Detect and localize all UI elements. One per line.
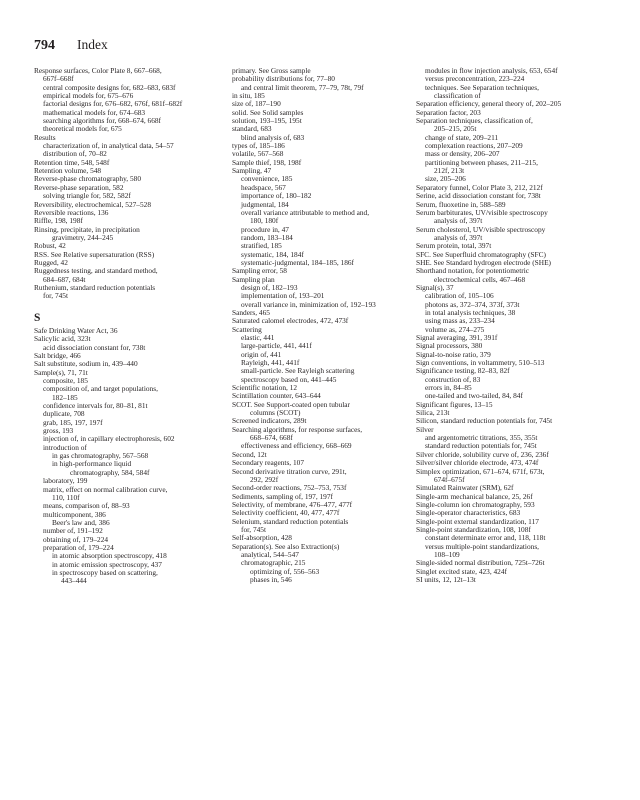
index-entry: photons as, 372–374, 373f, 373t bbox=[425, 299, 520, 309]
index-entry: Ruthenium, standard reduction potentials bbox=[34, 282, 156, 292]
index-entry: duplicate, 708 bbox=[43, 409, 85, 419]
index-entry: 674f–675f bbox=[434, 474, 465, 484]
index-entry: Sanders, 465 bbox=[232, 307, 270, 317]
index-entry: change of state, 209–211 bbox=[425, 132, 499, 142]
index-entry: one-tailed and two-tailed, 84, 84f bbox=[425, 391, 523, 401]
index-entry: Robust, 42 bbox=[34, 241, 66, 251]
index-entry: matrix, effect on normal calibration curve, bbox=[43, 484, 168, 494]
index-entry: Simplex optimization, 671–674, 671f, 673t, bbox=[416, 466, 545, 476]
index-entry: gross, 193 bbox=[43, 426, 74, 436]
index-entry: SCOT. See Support-coated open tubular bbox=[232, 399, 350, 409]
index-entry: Single-sided normal distribution, 725t–726t bbox=[416, 558, 545, 568]
index-entry: composition of, and target populations, bbox=[43, 384, 158, 394]
index-entry: analysis of, 397t bbox=[434, 232, 483, 242]
index-entry: Serum barbiturates, UV/visible spectroscopy bbox=[416, 207, 548, 217]
index-entry: Screened indicators, 289t bbox=[232, 416, 307, 426]
index-entry: Sampling, 47 bbox=[232, 166, 272, 176]
index-entry: systematic-judgmental, 184–185, 186f bbox=[241, 257, 354, 267]
index-entry: systematic, 184, 184f bbox=[241, 249, 304, 259]
index-entry: gravimetry, 244–245 bbox=[52, 232, 114, 242]
index-entry: Riffle, 198, 198f bbox=[34, 216, 83, 226]
index-entry: in situ, 185 bbox=[232, 91, 265, 101]
index-entry: Ruggedness testing, and standard method, bbox=[34, 266, 158, 276]
index-entry: Safe Drinking Water Act, 36 bbox=[34, 325, 118, 335]
index-entry: Silver bbox=[416, 424, 434, 434]
index-entry: in high-performance liquid bbox=[52, 459, 132, 469]
index-entry: Self-absorption, 428 bbox=[232, 533, 292, 543]
index-entry: calibration of, 105–106 bbox=[425, 291, 494, 301]
index-entry: Separatory funnel, Color Plate 3, 212, 212f bbox=[416, 182, 543, 192]
index-entry: columns (SCOT) bbox=[250, 408, 301, 418]
index-entry: Selectivity, of membrane, 476–477, 477f bbox=[232, 499, 353, 509]
index-entry: Saturated calomel electrodes, 472, 473f bbox=[232, 316, 349, 326]
index-entry: Single-operator characteristics, 683 bbox=[416, 508, 521, 518]
index-entry: modules in flow injection analysis, 653, 654f bbox=[425, 66, 558, 75]
index-entry: 443–444 bbox=[61, 576, 87, 586]
index-entry: Sediments, sampling of, 197, 197f bbox=[232, 491, 333, 501]
index-entry: 108–109 bbox=[434, 549, 460, 559]
index-entry: Separation factor, 203 bbox=[416, 107, 481, 117]
index-entry: standard reduction potentials for, 745t bbox=[425, 441, 537, 451]
index-entry: 182–185 bbox=[52, 392, 78, 402]
index-entry: overall variance attributable to method and, bbox=[241, 207, 370, 217]
index-entry: size of, 187–190 bbox=[232, 99, 281, 109]
index-entry: design of, 182–193 bbox=[241, 282, 298, 292]
index-entry: Second derivative titration curve, 291t, bbox=[232, 466, 347, 476]
index-entry: Separation techniques, classification of, bbox=[416, 116, 533, 126]
index-entry: constant determinate error and, 118, 118t bbox=[425, 533, 546, 543]
index-entry: SHE. See Standard hydrogen electrode (SHE) bbox=[416, 257, 552, 267]
index-entry: primary. See Gross sample bbox=[232, 66, 311, 75]
index-entry: solid. See Solid samples bbox=[232, 107, 304, 117]
index-entry: Rugged, 42 bbox=[34, 257, 68, 267]
index-entry: Salicylic acid, 323t bbox=[34, 334, 91, 344]
index-entry: volume as, 274–275 bbox=[425, 324, 485, 334]
index-entry: Signal averaging, 391, 391f bbox=[416, 333, 498, 342]
index-entry: chromatographic, 215 bbox=[241, 558, 306, 568]
index-entry: Significant figures, 13–15 bbox=[416, 399, 493, 409]
index-entry: Shorthand notation, for potentiometric bbox=[416, 266, 529, 276]
index-column-right bbox=[416, 67, 616, 584]
index-entry: for, 745t bbox=[43, 291, 68, 301]
index-entry: Sign conventions, in voltammetry, 510–513 bbox=[416, 358, 545, 368]
index-entry: headspace, 567 bbox=[241, 182, 286, 192]
index-entry: size, 205–206 bbox=[425, 174, 466, 184]
index-entry: Silicon, standard reduction potentials for, 745t bbox=[416, 416, 553, 426]
index-entry: Significance testing, 82–83, 82f bbox=[416, 366, 510, 376]
index-entry: multicomponent, 386 bbox=[43, 509, 106, 519]
index-entry: acid dissociation constant for, 738t bbox=[43, 342, 146, 352]
index-entry: errors in, 84–85 bbox=[425, 383, 472, 393]
index-entry: mass or density, 206–207 bbox=[425, 149, 500, 159]
index-entry: number of, 191–192 bbox=[43, 526, 103, 536]
index-entry: Rayleigh, 441, 441f bbox=[241, 358, 300, 368]
index-entry: Beer's law and, 386 bbox=[52, 517, 110, 527]
index-entry: Searching algorithms, for response surfaces, bbox=[232, 424, 363, 434]
index-entry: confidence intervals for, 80–81, 81t bbox=[43, 401, 148, 411]
index-entry: using mass as, 233–234 bbox=[425, 316, 495, 326]
index-entry: Silver/silver chloride electrode, 473, 474f bbox=[416, 458, 539, 468]
index-column-left bbox=[34, 67, 230, 586]
index-entry: 110, 110f bbox=[52, 492, 80, 502]
index-column-middle bbox=[232, 67, 412, 584]
index-entry: Signal processors, 380 bbox=[416, 341, 483, 351]
index-entry: introduction of bbox=[43, 442, 87, 452]
index-entry: spectroscopy based on, 441–445 bbox=[241, 374, 337, 384]
index-entry: in atomic emission spectroscopy, 437 bbox=[52, 559, 162, 569]
index-entry: phases in, 546 bbox=[250, 574, 292, 584]
index-entry: Silver chloride, solubility curve of, 236, 236f bbox=[416, 449, 549, 459]
index-entry: distribution of, 70–82 bbox=[43, 149, 107, 159]
index-entry: Single-point external standardization, 117 bbox=[416, 516, 539, 526]
index-entry: Simulated Rainwater (SRM), 62f bbox=[416, 483, 514, 493]
index-entry: techniques. See Separation techniques, bbox=[425, 82, 539, 92]
running-head: Index bbox=[77, 37, 108, 52]
index-entry: complexation reactions, 207–209 bbox=[425, 141, 523, 151]
index-entry: construction of, 83 bbox=[425, 374, 481, 384]
index-entry: overall variance in, minimization of, 192–193 bbox=[241, 299, 376, 309]
index-entry: random, 183–184 bbox=[241, 232, 293, 242]
index-entry: importance of, 180–182 bbox=[241, 191, 312, 201]
index-entry: Serum protein, total, 397t bbox=[416, 241, 492, 251]
index-entry: analytical, 544–547 bbox=[241, 549, 299, 559]
index-entry: partitioning between phases, 211–215, bbox=[425, 157, 538, 167]
index-entry: Singlet excited state, 423, 424f bbox=[416, 566, 507, 576]
index-entry: Retention volume, 548 bbox=[34, 166, 102, 176]
page-header bbox=[34, 36, 108, 56]
index-entry: for, 745t bbox=[241, 524, 266, 534]
index-entry: in spectroscopy based on scattering, bbox=[52, 567, 158, 577]
index-entry: electrochemical cells, 467–468 bbox=[434, 274, 526, 284]
index-entry: Scintillation counter, 643–644 bbox=[232, 391, 321, 401]
index-entry: Signal-to-noise ratio, 379 bbox=[416, 349, 491, 359]
index-entry: Signal(s), 37 bbox=[416, 282, 454, 292]
index-entry: Second-order reactions, 752–753, 753f bbox=[232, 483, 347, 493]
index-entry: judgmental, 184 bbox=[241, 199, 289, 209]
index-entry: Single-arm mechanical balance, 25, 26f bbox=[416, 491, 533, 501]
index-entry: theoretical models for, 675 bbox=[43, 124, 122, 134]
letter-heading: S bbox=[34, 311, 41, 324]
index-entry: procedure in, 47 bbox=[241, 224, 289, 234]
index-entry: Rinsing, precipitate, in precipitation bbox=[34, 224, 140, 234]
index-entry: Results bbox=[34, 132, 56, 142]
index-entry: composite, 185 bbox=[43, 376, 88, 386]
index-entry: characterization of, in analytical data, 54–57 bbox=[43, 141, 174, 151]
index-entry: Reversible reactions, 136 bbox=[34, 207, 109, 217]
index-entry: probability distributions for, 77–80 bbox=[232, 74, 335, 84]
index-entry: 292, 292f bbox=[250, 474, 279, 484]
index-entry: 668–674, 668f bbox=[250, 433, 293, 443]
index-entry: preparation of, 179–224 bbox=[43, 542, 114, 552]
index-entry: obtaining of, 179–224 bbox=[43, 534, 109, 544]
index-entry: origin of, 441 bbox=[241, 349, 282, 359]
index-entry: Serum, fluoxetine in, 588–589 bbox=[416, 199, 506, 209]
index-entry: searching algorithms for, 668–674, 668f bbox=[43, 116, 161, 126]
index-entry: versus multiple-point standardizations, bbox=[425, 541, 540, 551]
index-entry: Reverse-phase chromatography, 580 bbox=[34, 174, 141, 184]
index-entry: SI units, 12, 12t–13t bbox=[416, 574, 476, 584]
index-entry: Scientific notation, 12 bbox=[232, 383, 298, 393]
index-entry: Sample(s), 71, 71t bbox=[34, 367, 88, 377]
index-entry: 667f–668f bbox=[43, 74, 74, 84]
index-entry: 212f, 213t bbox=[434, 166, 465, 176]
index-entry: injection of, in capillary electrophoresis, 602 bbox=[43, 434, 175, 444]
index-entry: in total analysis techniques, 38 bbox=[425, 307, 516, 317]
index-entry: and argentometric titrations, 355, 355t bbox=[425, 433, 538, 443]
index-entry: 180, 180f bbox=[250, 216, 279, 226]
index-entry: central composite designs for, 682–683, 683f bbox=[43, 82, 176, 92]
index-entry: factorial designs for, 676–682, 676f, 681f–682f bbox=[43, 99, 183, 109]
index-entry: Serum cholesterol, UV/visible spectroscopy bbox=[416, 224, 546, 234]
index-entry: 205–215, 205t bbox=[434, 124, 477, 134]
index-entry: mathematical models for, 674–683 bbox=[43, 107, 146, 117]
index-entry: types of, 185–186 bbox=[232, 141, 285, 151]
index-entry: RSS. See Relative supersaturation (RSS) bbox=[34, 249, 155, 259]
index-entry: solving triangle for, 582, 582f bbox=[43, 191, 131, 201]
index-entry: Second, 12t bbox=[232, 449, 267, 459]
index-entry: Single-column ion chromatography, 593 bbox=[416, 499, 535, 509]
index-entry: Scattering bbox=[232, 324, 262, 334]
index-entry: Sample thief, 198, 198f bbox=[232, 157, 302, 167]
index-entry: versus preconcentration, 223–224 bbox=[425, 74, 525, 84]
index-entry: classification of bbox=[434, 91, 481, 101]
index-entry: elastic, 441 bbox=[241, 333, 275, 342]
index-entry: empirical models for, 675–676 bbox=[43, 91, 134, 101]
index-entry: laboratory, 199 bbox=[43, 476, 88, 486]
index-entry: Reversibility, electrochemical, 527–528 bbox=[34, 199, 151, 209]
index-entry: optimizing of, 556–563 bbox=[250, 566, 320, 576]
index-entry: grab, 185, 197, 197f bbox=[43, 417, 103, 427]
index-entry: effectiveness and efficiency, 668–669 bbox=[241, 441, 352, 451]
index-entry: Serine, acid dissociation constant for, 738t bbox=[416, 191, 541, 201]
index-entry: Selectivity coefficient, 40, 477, 477f bbox=[232, 508, 340, 518]
index-entry: Reverse-phase separation, 582 bbox=[34, 182, 124, 192]
index-entry: standard, 683 bbox=[232, 124, 272, 134]
index-entry: large-particle, 441, 441f bbox=[241, 341, 312, 351]
index-entry: Salt bridge, 466 bbox=[34, 351, 81, 360]
index-entry: small-particle. See Rayleigh scattering bbox=[241, 366, 355, 376]
index-entry: Secondary reagents, 107 bbox=[232, 458, 304, 468]
index-entry: and central limit theorem, 77–79, 78t, 79f bbox=[241, 82, 364, 92]
index-entry: Response surfaces, Color Plate 8, 667–668, bbox=[34, 66, 162, 75]
index-entry: Retention time, 548, 548f bbox=[34, 157, 110, 167]
index-entry: Silica, 213t bbox=[416, 408, 450, 418]
index-entry: Sampling error, 58 bbox=[232, 266, 287, 276]
index-entry: means, comparison of, 88–93 bbox=[43, 501, 130, 511]
spacer bbox=[34, 301, 230, 309]
index-entry: analysis of, 397t bbox=[434, 216, 483, 226]
index-entry: Salt substitute, sodium in, 439–440 bbox=[34, 359, 138, 369]
index-entry: chromatography, 584, 584f bbox=[70, 467, 150, 477]
index-entry: in atomic absorption spectroscopy, 418 bbox=[52, 551, 167, 561]
index-entry: Separation efficiency, general theory of, 202–205 bbox=[416, 99, 562, 109]
index-entry: in gas chromatography, 567–568 bbox=[52, 451, 149, 461]
index-entry: Separation(s). See also Extraction(s) bbox=[232, 541, 340, 551]
index-entry: 684–687, 684t bbox=[43, 274, 86, 284]
index-entry: stratified, 185 bbox=[241, 241, 282, 251]
index-entry: Single-point standardization, 108, 108f bbox=[416, 524, 531, 534]
index-entry: volatile, 567–568 bbox=[232, 149, 284, 159]
index-entry: solution, 193–195, 195t bbox=[232, 116, 302, 126]
index-entry: SFC. See Superfluid chromatography (SFC) bbox=[416, 249, 546, 259]
page-number: 794 bbox=[34, 38, 55, 53]
index-entry: Selenium, standard reduction potentials bbox=[232, 516, 349, 526]
index-entry: implementation of, 193–201 bbox=[241, 291, 325, 301]
index-entry: Sampling plan bbox=[232, 274, 275, 284]
index-entry: convenience, 185 bbox=[241, 174, 293, 184]
index-entry: blind analysis of, 683 bbox=[241, 132, 305, 142]
